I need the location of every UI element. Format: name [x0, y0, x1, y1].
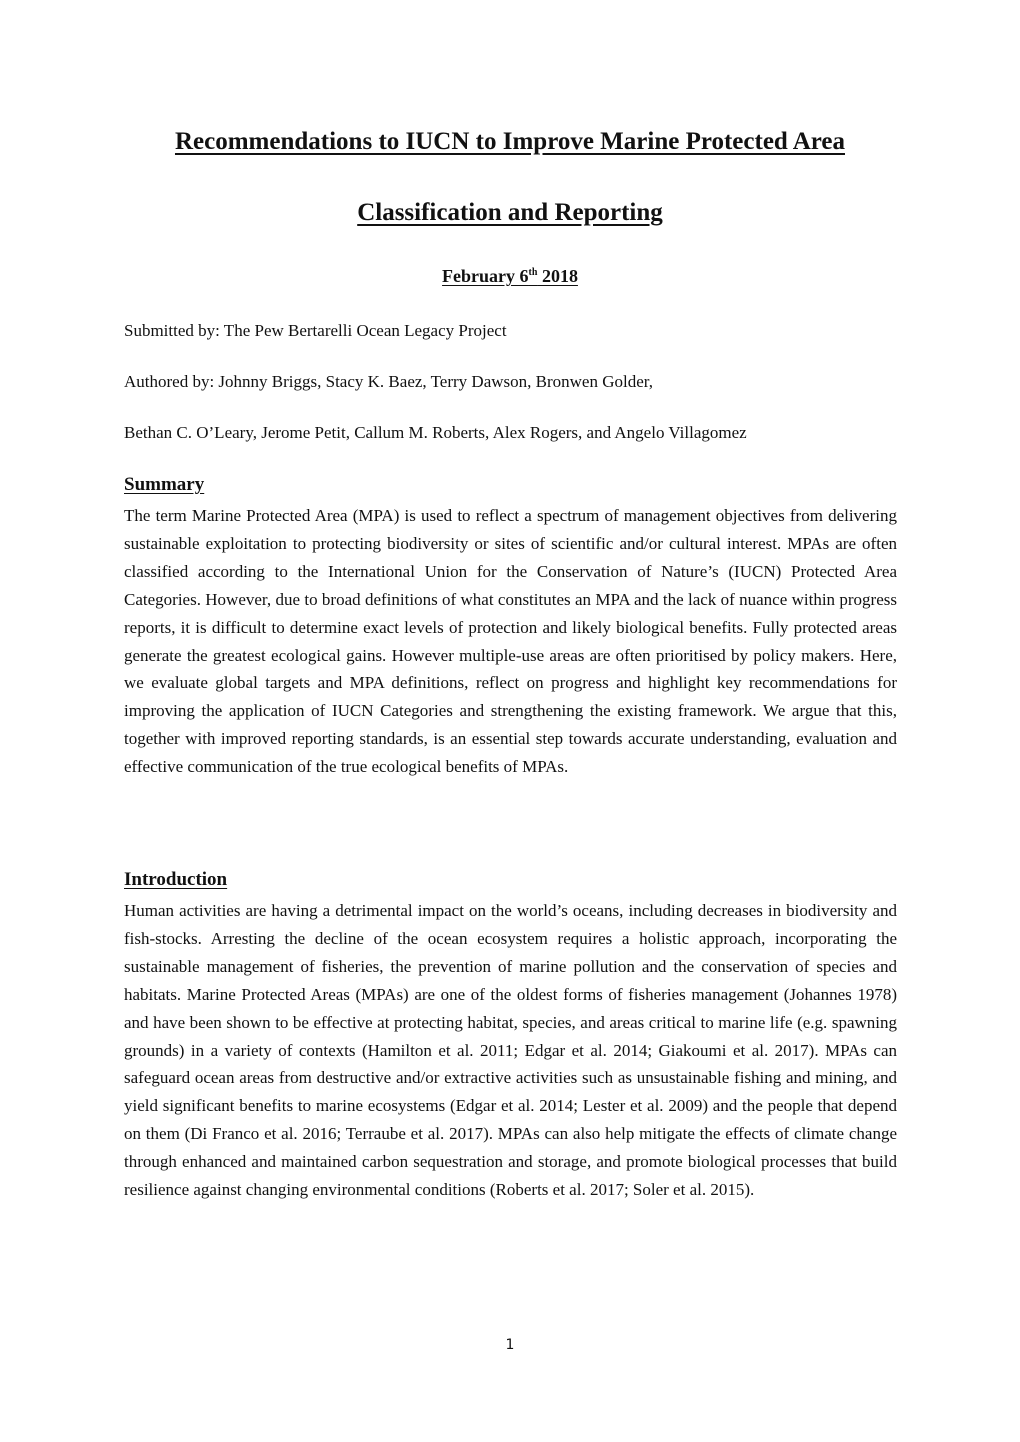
date-prefix: February 6 [442, 266, 529, 286]
introduction-paragraph: Human activities are having a detrimental impact on the world’s oceans, including decreases in biodiversity and fish-stocks. Arresting the decline of the ocean ecosystem requires a holistic approach, incorporating the sustainable management of fisheries, the prevention of marine pollution and the conservation of species and habitats. Marine Protected Areas (MPAs) are one of the oldest forms of fisheries management (Johannes 1978) and have been shown to be effective at protecting habitat, species, and areas critical to marine life (e.g. spawning grounds) in a variety of contexts (Hamilton et al. 2011; Edgar et al. 2014; Giakoumi et al. 2017). MPAs can safeguard ocean areas from destructive and/or extractive activities such as unsustainable fishing and mining, and yield significant benefits to marine ecosystems (Edgar et al. 2014; Lester et al. 2009) and the people that depend on them (Di Franco et al. 2016; Terraube et al. 2017). MPAs can also help mitigate the effects of climate change through enhanced and maintained carbon sequestration and storage, and promote biological processes that build resilience against changing environmental conditions (Roberts et al. 2017; Soler et al. 2015). [124, 901, 897, 1200]
date-ordinal-suffix: th [528, 267, 538, 278]
summary-paragraph: The term Marine Protected Area (MPA) is used to reflect a spectrum of management objectives from delivering sustainable exploitation to protecting biodiversity or sites of scientific and/or cultural interest. MPAs are often classified according to the International Union for the Conservation of Nature’s (IUCN) Protected Area Categories. However, due to broad definitions of what constitutes an MPA and the lack of nuance within progress reports, it is difficult to determine exact levels of protection and likely biological benefits. Fully protected areas generate the greatest ecological gains. However multiple-use areas are often prioritised by policy makers. Here, we evaluate global targets and MPA definitions, reflect on progress and highlight key recommendations for improving the application of IUCN Categories and strengthening the existing framework. We argue that this, together with improved reporting standards, is an essential step towards accurate understanding, evaluation and effective communication of the true ecological benefits of MPAs. [124, 506, 897, 777]
page-number: 1 [505, 1337, 515, 1353]
document-date [0, 266, 1020, 287]
authored-by-line-2: Bethan C. O’Leary, Jerome Petit, Callum M. Roberts, Alex Rogers, and Angelo Villagomez [124, 423, 747, 442]
introduction-heading: Introduction [124, 869, 228, 890]
summary-heading: Summary [124, 474, 205, 495]
document-title-line-1: Recommendations to IUCN to Improve Marine Protected Area [174, 128, 845, 155]
submitted-by: Submitted by: The Pew Bertarelli Ocean Legacy Project [124, 321, 507, 340]
document-title-line-2: Classification and Reporting [357, 199, 663, 226]
authored-by-line-1: Authored by: Johnny Briggs, Stacy K. Baez, Terry Dawson, Bronwen Golder, [124, 372, 653, 391]
date-year: 2018 [537, 266, 578, 286]
